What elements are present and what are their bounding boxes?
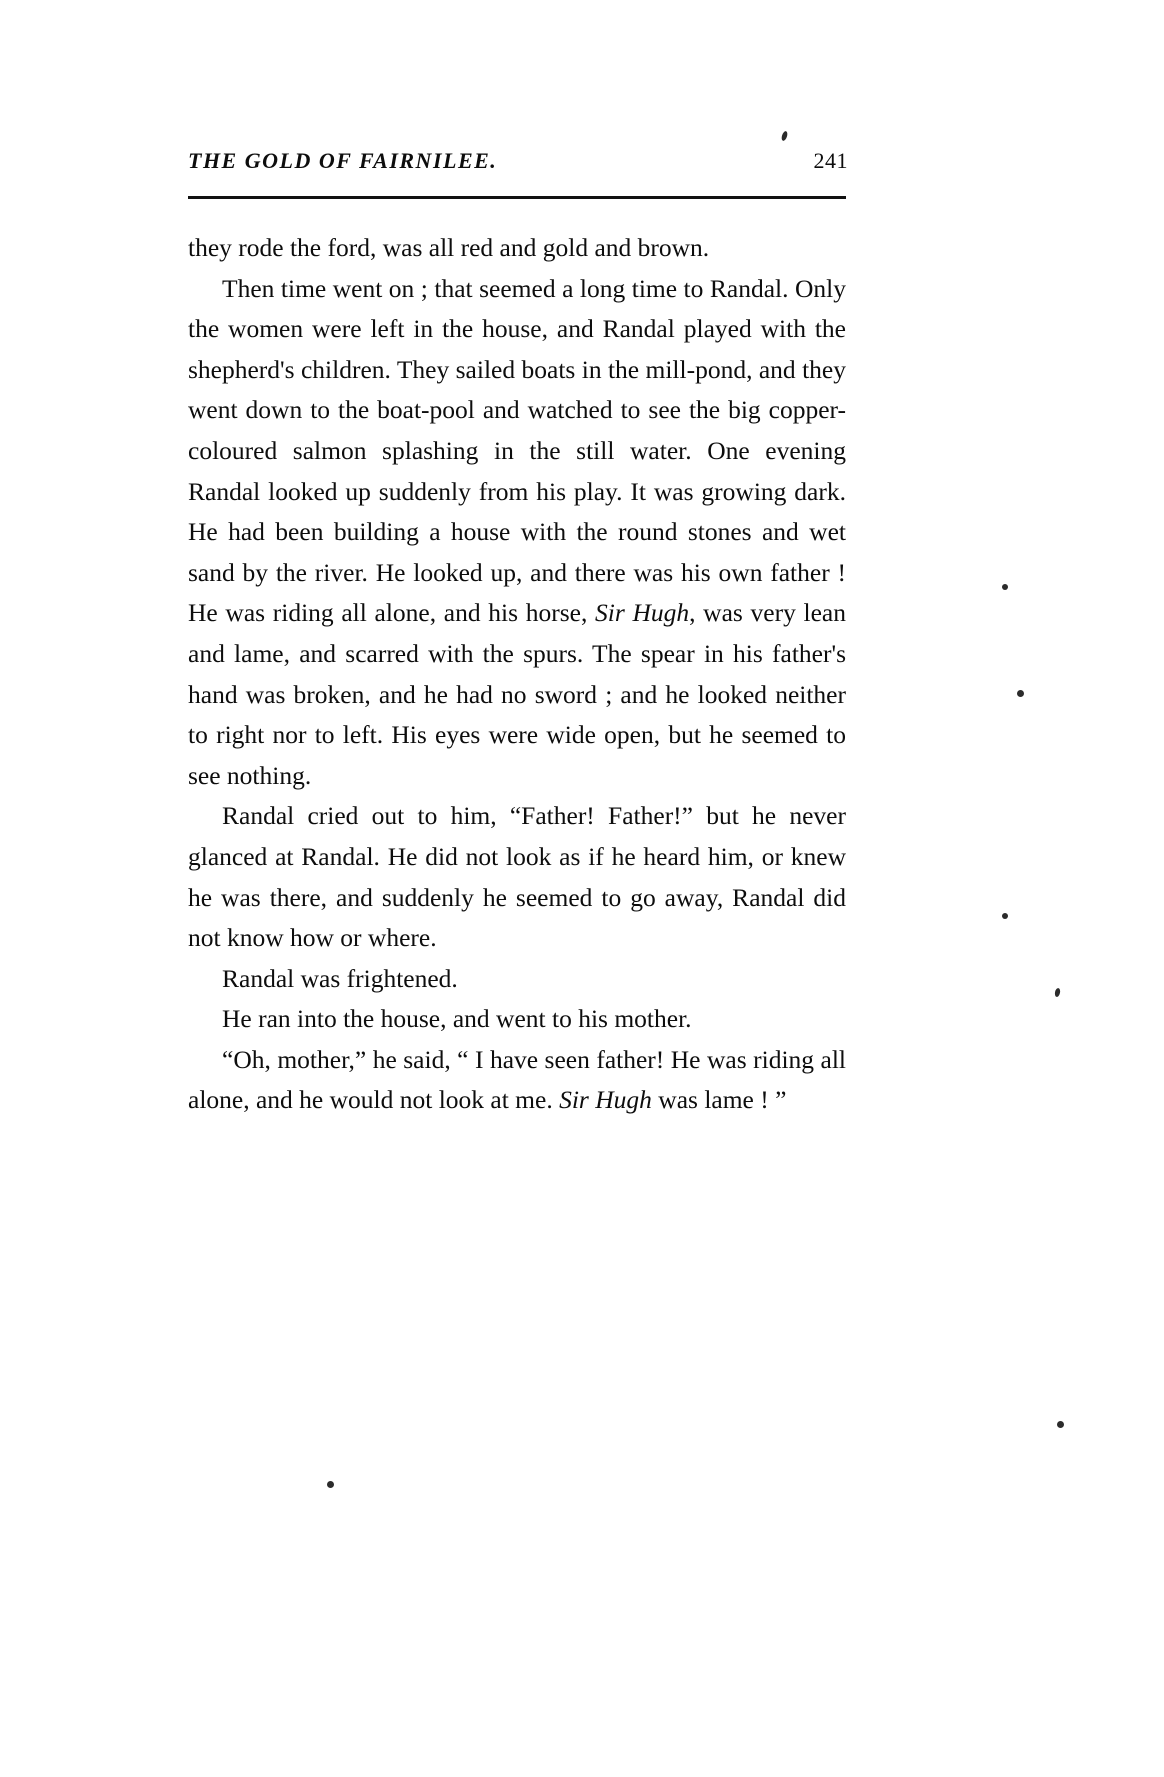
paragraph [188,999,846,1040]
paragraph [188,959,846,1000]
body-text [188,228,846,1121]
text-run: Randal cried out to him, “Father! Father!” but he never glanced at Randal. He did not look as if he heard him, or knew he was there, and suddenly he seemed to go away, Randal did not know how or where. [188,801,846,953]
running-title: THE GOLD OF FAIRNILEE. [188,148,498,173]
text-run: “Oh, mother,” he said, “ I have seen father! He was riding all alone, and he would not look at me. [188,1044,846,1115]
page-header [188,148,848,174]
paragraph [188,228,846,269]
text-run: was lame ! ” [651,1085,787,1115]
text-run: Randal was frightened. [222,963,458,993]
ink-speck [1054,988,1061,998]
ink-speck [1002,913,1008,919]
ink-speck [1057,1421,1064,1428]
text-run: they rode the ford, was all red and gold and brown. [188,233,710,262]
text-run: He ran into the house, and went to his mother. [222,1004,692,1034]
ink-speck [1002,584,1008,590]
paragraph [188,269,846,797]
italic-text: Sir Hugh [595,598,690,628]
text-run: Then time went on ; that seemed a long time to Randal. Only the women were left in the house, and Randal played with the shepherd's children. They sailed boats in the mill-pond, and they went down to the boat-pool and watched to see the big copper-coloured salmon splashing in the still water. One evening Randal looked up suddenly from his play. It was growing dark. He had been building a house with the round stones and wet sand by the river. He looked up, and there was his own father ! He was riding all alone, and his horse, [188,273,846,628]
paragraph [188,1040,846,1121]
ink-speck [1017,690,1024,697]
ink-speck [781,130,789,141]
header-rule [188,196,846,199]
text-run: , was very lean and lame, and scarred with the spurs. The spear in his father's hand was broken, and he had no sword ; and he looked neither to right nor to left. His eyes were wide open, but he seemed to see nothing. [188,598,846,790]
italic-text: Sir Hugh [559,1085,652,1115]
page-number: 241 [813,148,848,173]
paragraph [188,796,846,958]
ink-speck [327,1481,334,1488]
